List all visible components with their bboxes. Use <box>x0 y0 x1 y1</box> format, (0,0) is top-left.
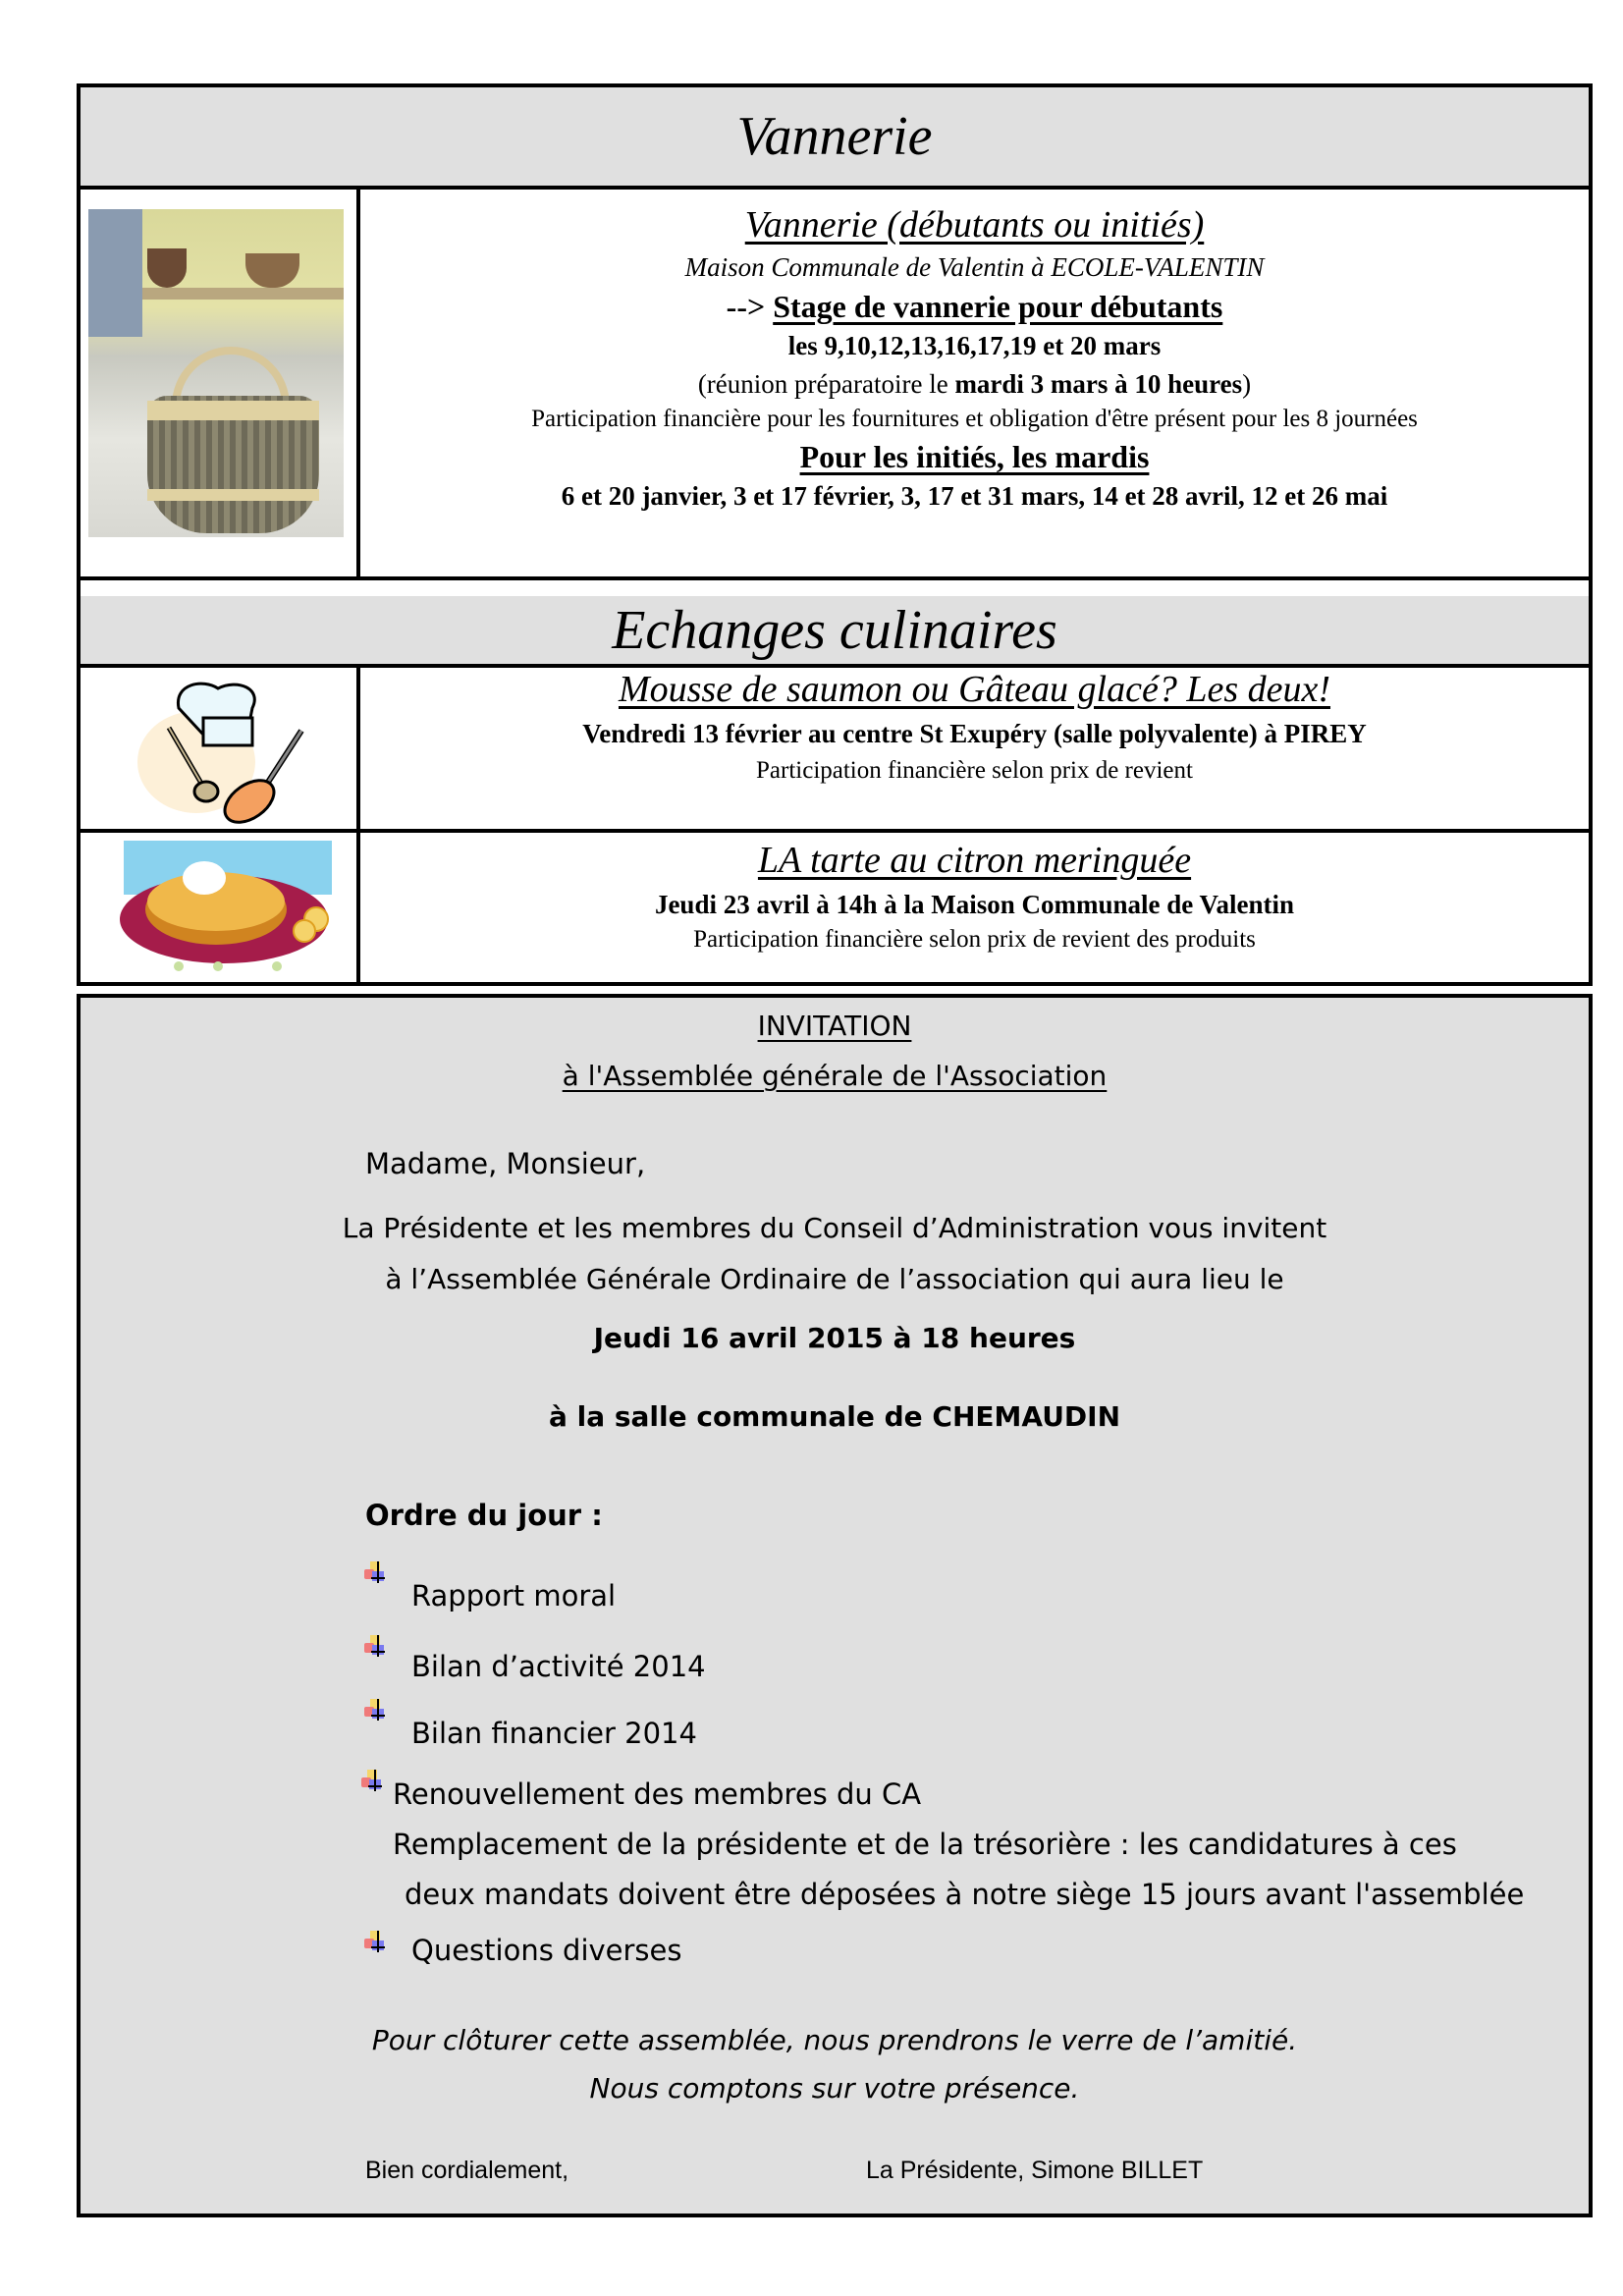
echanges-header <box>77 596 1593 668</box>
event-title: LA tarte au citron meringuée <box>757 840 1192 881</box>
vannerie-title: Vannerie (débutants ou initiés) <box>744 204 1205 246</box>
bullet-icon <box>364 1931 386 1952</box>
basket-photo-icon <box>88 209 344 537</box>
vannerie-header-title: Vannerie <box>736 106 933 167</box>
body-line-2: à l’Assemblée Générale Ordinaire de l’association qui aura lieu le <box>385 1263 1284 1295</box>
reunion-line <box>360 369 1589 400</box>
vannerie-location: Maison Communale de Valentin à ECOLE-VALENTIN <box>684 252 1265 282</box>
reunion-prefix: (réunion préparatoire le <box>697 369 955 399</box>
reunion-suffix: ) <box>1242 369 1252 399</box>
closing-line-2: Nous comptons sur votre présence. <box>589 2072 1080 2105</box>
agenda-note-line-2: deux mandats doivent être déposées à notre siège 15 jours avant l'assemblée <box>405 1878 1525 1911</box>
salutation: Madame, Monsieur, <box>365 1147 646 1180</box>
stage-line <box>360 289 1589 325</box>
bullet-icon <box>361 1770 383 1791</box>
agenda-item: Bilan financier 2014 <box>411 1717 697 1750</box>
echanges-event-row <box>77 829 1593 986</box>
agenda-item: Bilan d’activité 2014 <box>411 1650 706 1683</box>
chef-hat-whisk-icon <box>81 664 360 826</box>
invitation-title: INVITATION <box>757 1010 912 1042</box>
event-text-cell <box>360 664 1589 829</box>
lemon-tart-icon <box>81 829 360 976</box>
echanges-event-row <box>77 664 1593 833</box>
closing-line-1: Pour clôturer cette assemblée, nous prendrons le verre de l’amitié. <box>371 2024 1298 2056</box>
bullet-icon <box>364 1561 386 1583</box>
event-participation: Participation financière selon prix de revient des produits <box>693 926 1256 953</box>
regards: Bien cordialement, <box>365 2157 569 2184</box>
agenda-item: Rapport moral <box>411 1579 617 1613</box>
vannerie-header <box>77 83 1593 190</box>
invitation-box <box>77 994 1593 2217</box>
event-text-cell <box>360 829 1589 982</box>
vannerie-text-cell <box>360 186 1589 576</box>
agenda-item: Renouvellement des membres du CA <box>393 1777 922 1811</box>
body-line-1: La Présidente et les membres du Conseil d’Administration vous invitent <box>342 1212 1327 1244</box>
event-when-where: Vendredi 13 février au centre St Exupéry (salle polyvalente) à PIREY <box>582 719 1367 748</box>
agenda-title: Ordre du jour : <box>365 1499 603 1532</box>
bullet-icon <box>364 1699 386 1721</box>
signature: La Présidente, Simone BILLET <box>866 2157 1204 2184</box>
agenda-item: Questions diverses <box>411 1934 682 1967</box>
meeting-date: Jeudi 16 avril 2015 à 18 heures <box>593 1322 1076 1354</box>
event-image-cell <box>81 829 360 982</box>
arrow-text: --> <box>726 289 766 324</box>
event-title: Mousse de saumon ou Gâteau glacé? Les deux! <box>618 669 1331 710</box>
reunion-date: mardi 3 mars à 10 heures <box>954 369 1243 399</box>
inities-dates: 6 et 20 janvier, 3 et 17 février, 3, 17 et 31 mars, 14 et 28 avril, 12 et 26 mai <box>561 481 1388 511</box>
stage-title: Stage de vannerie pour débutants <box>773 289 1223 324</box>
inities-title: Pour les initiés, les mardis <box>799 439 1150 474</box>
bullet-icon <box>364 1635 386 1657</box>
event-participation: Participation financière selon prix de revient <box>756 757 1193 784</box>
meeting-place: à la salle communale de CHEMAUDIN <box>548 1400 1121 1433</box>
vannerie-row <box>77 186 1593 580</box>
event-when-where: Jeudi 23 avril à 14h à la Maison Communale de Valentin <box>654 890 1295 919</box>
echanges-header-title: Echanges culinaires <box>612 599 1057 661</box>
stage-dates: les 9,10,12,13,16,17,19 et 20 mars <box>787 331 1162 360</box>
agenda-note-line-1: Remplacement de la présidente et de la trésorière : les candidatures à ces <box>393 1828 1457 1861</box>
invitation-subtitle: à l'Assemblée générale de l'Association <box>562 1060 1108 1092</box>
vannerie-image-cell <box>81 186 360 576</box>
event-image-cell <box>81 664 360 829</box>
vannerie-participation: Participation financière pour les fournitures et obligation d'être présent pour les 8 journées <box>531 406 1418 432</box>
